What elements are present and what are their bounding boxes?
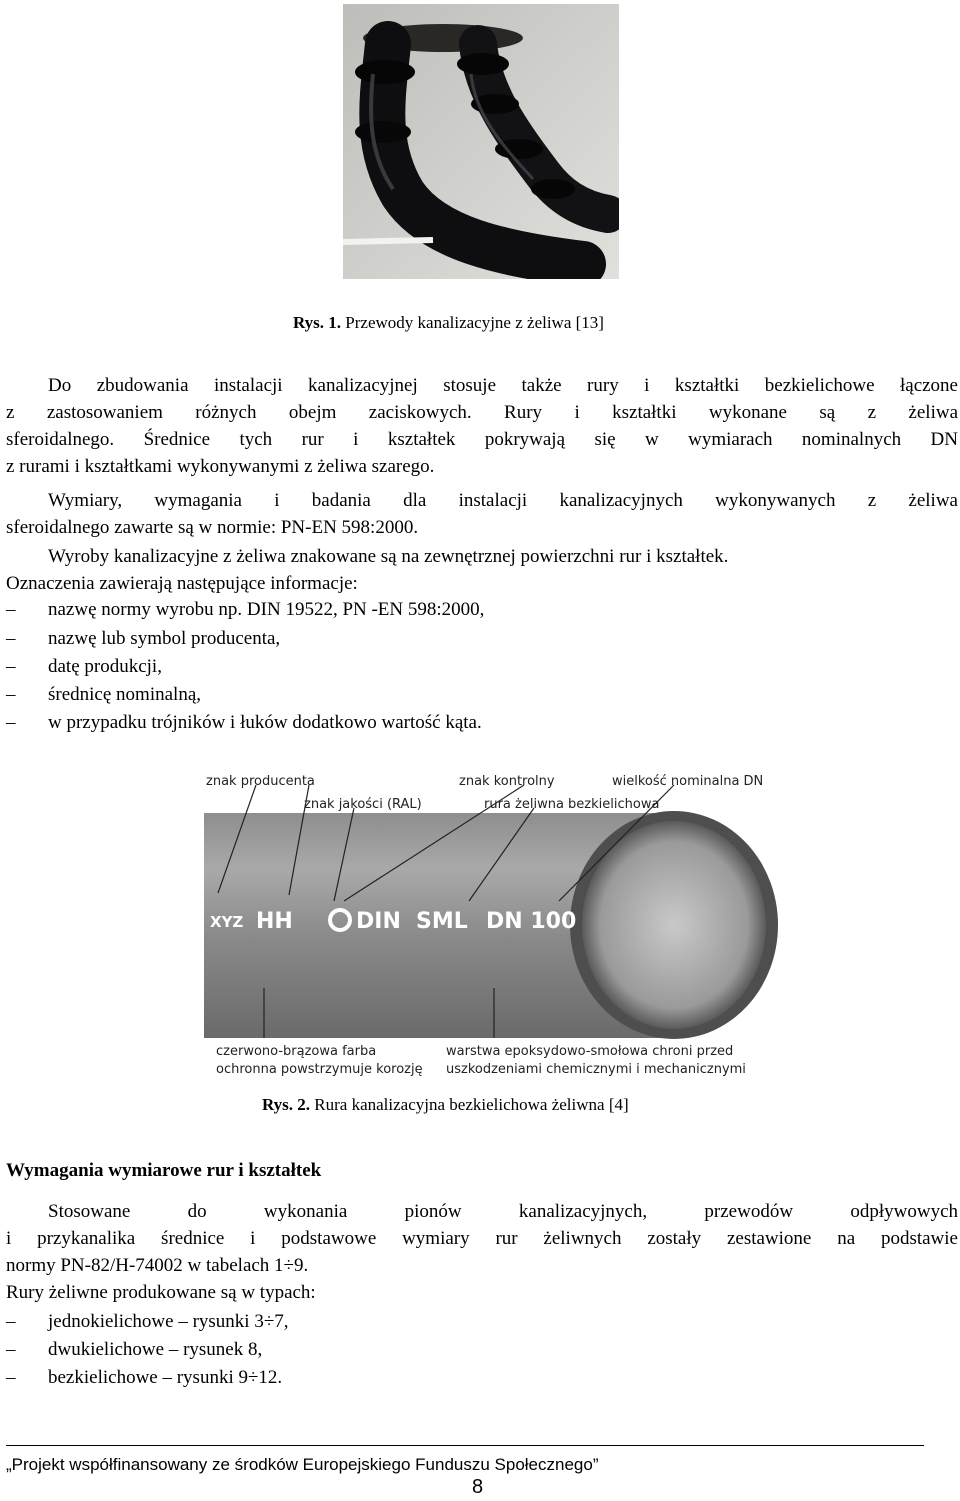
label-producer-mark: znak producenta	[206, 774, 315, 789]
section-heading: Wymagania wymiarowe rur i kształtek	[6, 1160, 322, 1181]
list-dash: –	[6, 1339, 16, 1360]
figure1-caption-label: Rys. 1.	[293, 313, 342, 332]
paragraph-standard	[6, 487, 958, 541]
list-dash: –	[6, 628, 16, 649]
marking-list-item	[6, 599, 484, 621]
list-dash: –	[6, 684, 16, 705]
paragraph-line: normy PN-82/H-74002 w tabelach 1÷9.	[6, 1255, 309, 1276]
figure1-caption-text: Przewody kanalizacyjne z żeliwa [13]	[345, 313, 604, 332]
list-item-text: datę produkcji,	[48, 656, 162, 677]
paragraph-line: z zastosowaniem różnych obejm zaciskowych. Rury i kształtki wykonane są z żeliwa	[6, 402, 958, 423]
paragraph-line: Oznaczenia zawierają następujące informacje:	[6, 573, 358, 594]
list-item-text: bezkielichowe – rysunki 9÷12.	[48, 1367, 283, 1388]
list-item-text: dwukielichowe – rysunek 8,	[48, 1339, 263, 1360]
label-paint-line2: ochronna powstrzymuje korozję	[216, 1062, 423, 1077]
paragraph-line: Stosowane do wykonania pionów kanalizacyjnych, przewodów odpływowych	[48, 1201, 958, 1222]
list-dash: –	[6, 712, 16, 733]
list-dash: –	[6, 599, 16, 620]
figure1-caption	[293, 313, 604, 333]
label-pipe-type: rura żeliwna bezkielichowa	[484, 797, 660, 812]
paragraph-intro	[6, 372, 958, 480]
pipe-mark-sml: SML	[416, 909, 468, 934]
paragraph-line: sferoidalnego. Średnice tych rur i kształtek pokrywają się w wymiarach nominalnych DN	[6, 429, 958, 450]
paragraph-line: i przykanalika średnice i podstawowe wymiary rur żeliwnych zostały zestawione na podstawie	[6, 1228, 958, 1249]
paragraph-line: sferoidalnego zawarte są w normie: PN-EN 598:2000.	[6, 517, 419, 538]
list-dash: –	[6, 1311, 16, 1332]
figure2-caption	[262, 1095, 629, 1115]
paragraph-line: Wyroby kanalizacyjne z żeliwa znakowane są na zewnętrznej powierzchni rur i kształtek.	[48, 546, 729, 567]
pipe-type-item	[6, 1311, 289, 1333]
paragraph-line: Wymiary, wymagania i badania dla instalacji kanalizacyjnych wykonywanych z żeliwa	[48, 490, 958, 511]
label-quality-mark: znak jakości (RAL)	[304, 797, 422, 812]
paragraph-line: Do zbudowania instalacji kanalizacyjnej stosuje także rury i kształtki bezkielichowe łączone	[48, 375, 958, 396]
paragraph-marking	[6, 543, 958, 597]
list-dash: –	[6, 1367, 16, 1388]
list-dash: –	[6, 656, 16, 677]
pipe-mark-producer: XYZ	[210, 913, 244, 931]
paragraph-line: Rury żeliwne produkowane są w typach:	[6, 1282, 316, 1303]
list-item-text: nazwę normy wyrobu np. DIN 19522, PN -EN 598:2000,	[48, 599, 485, 620]
page-number: 8	[472, 1476, 484, 1498]
pipe-mark-din: DIN	[356, 909, 401, 934]
pipe-mark-dn: DN 100	[486, 909, 577, 934]
footer-text: „Projekt współfinansowany ze środków Europejskiego Funduszu Społecznego”	[6, 1455, 599, 1474]
cast-iron-pipes-photo	[343, 4, 619, 279]
label-coating-line1: warstwa epoksydowo-smołowa chroni przed	[446, 1044, 734, 1059]
footer-divider	[6, 1445, 924, 1446]
marking-list-item	[6, 628, 280, 650]
label-coating-line2: uszkodzeniami chemicznymi i mechanicznymi	[446, 1062, 746, 1077]
marking-list-item	[6, 656, 162, 678]
paragraph-line: z rurami i kształtkami wykonywanymi z żeliwa szarego.	[6, 456, 435, 477]
paragraph-dimensions	[6, 1198, 958, 1306]
pipe-marking-diagram	[204, 763, 784, 1085]
pipe-mark-hh: HH	[256, 909, 293, 934]
label-control-mark: znak kontrolny	[459, 774, 555, 789]
pipe-type-item	[6, 1367, 282, 1389]
figure2-caption-label: Rys. 2.	[262, 1095, 311, 1114]
label-paint-line1: czerwono-brązowa farba	[216, 1044, 377, 1059]
list-item-text: średnicę nominalną,	[48, 684, 202, 705]
marking-list-item	[6, 684, 201, 706]
list-item-text: jednokielichowe – rysunki 3÷7,	[48, 1311, 289, 1332]
list-item-text: nazwę lub symbol producenta,	[48, 628, 281, 649]
marking-list-item	[6, 712, 482, 734]
figure2-caption-text: Rura kanalizacyjna bezkielichowa żeliwna [4]	[314, 1095, 629, 1114]
list-item-text: w przypadku trójników i łuków dodatkowo wartość kąta.	[48, 712, 482, 733]
pipe-type-item	[6, 1339, 262, 1361]
label-nominal-size: wielkość nominalna DN	[612, 774, 764, 789]
